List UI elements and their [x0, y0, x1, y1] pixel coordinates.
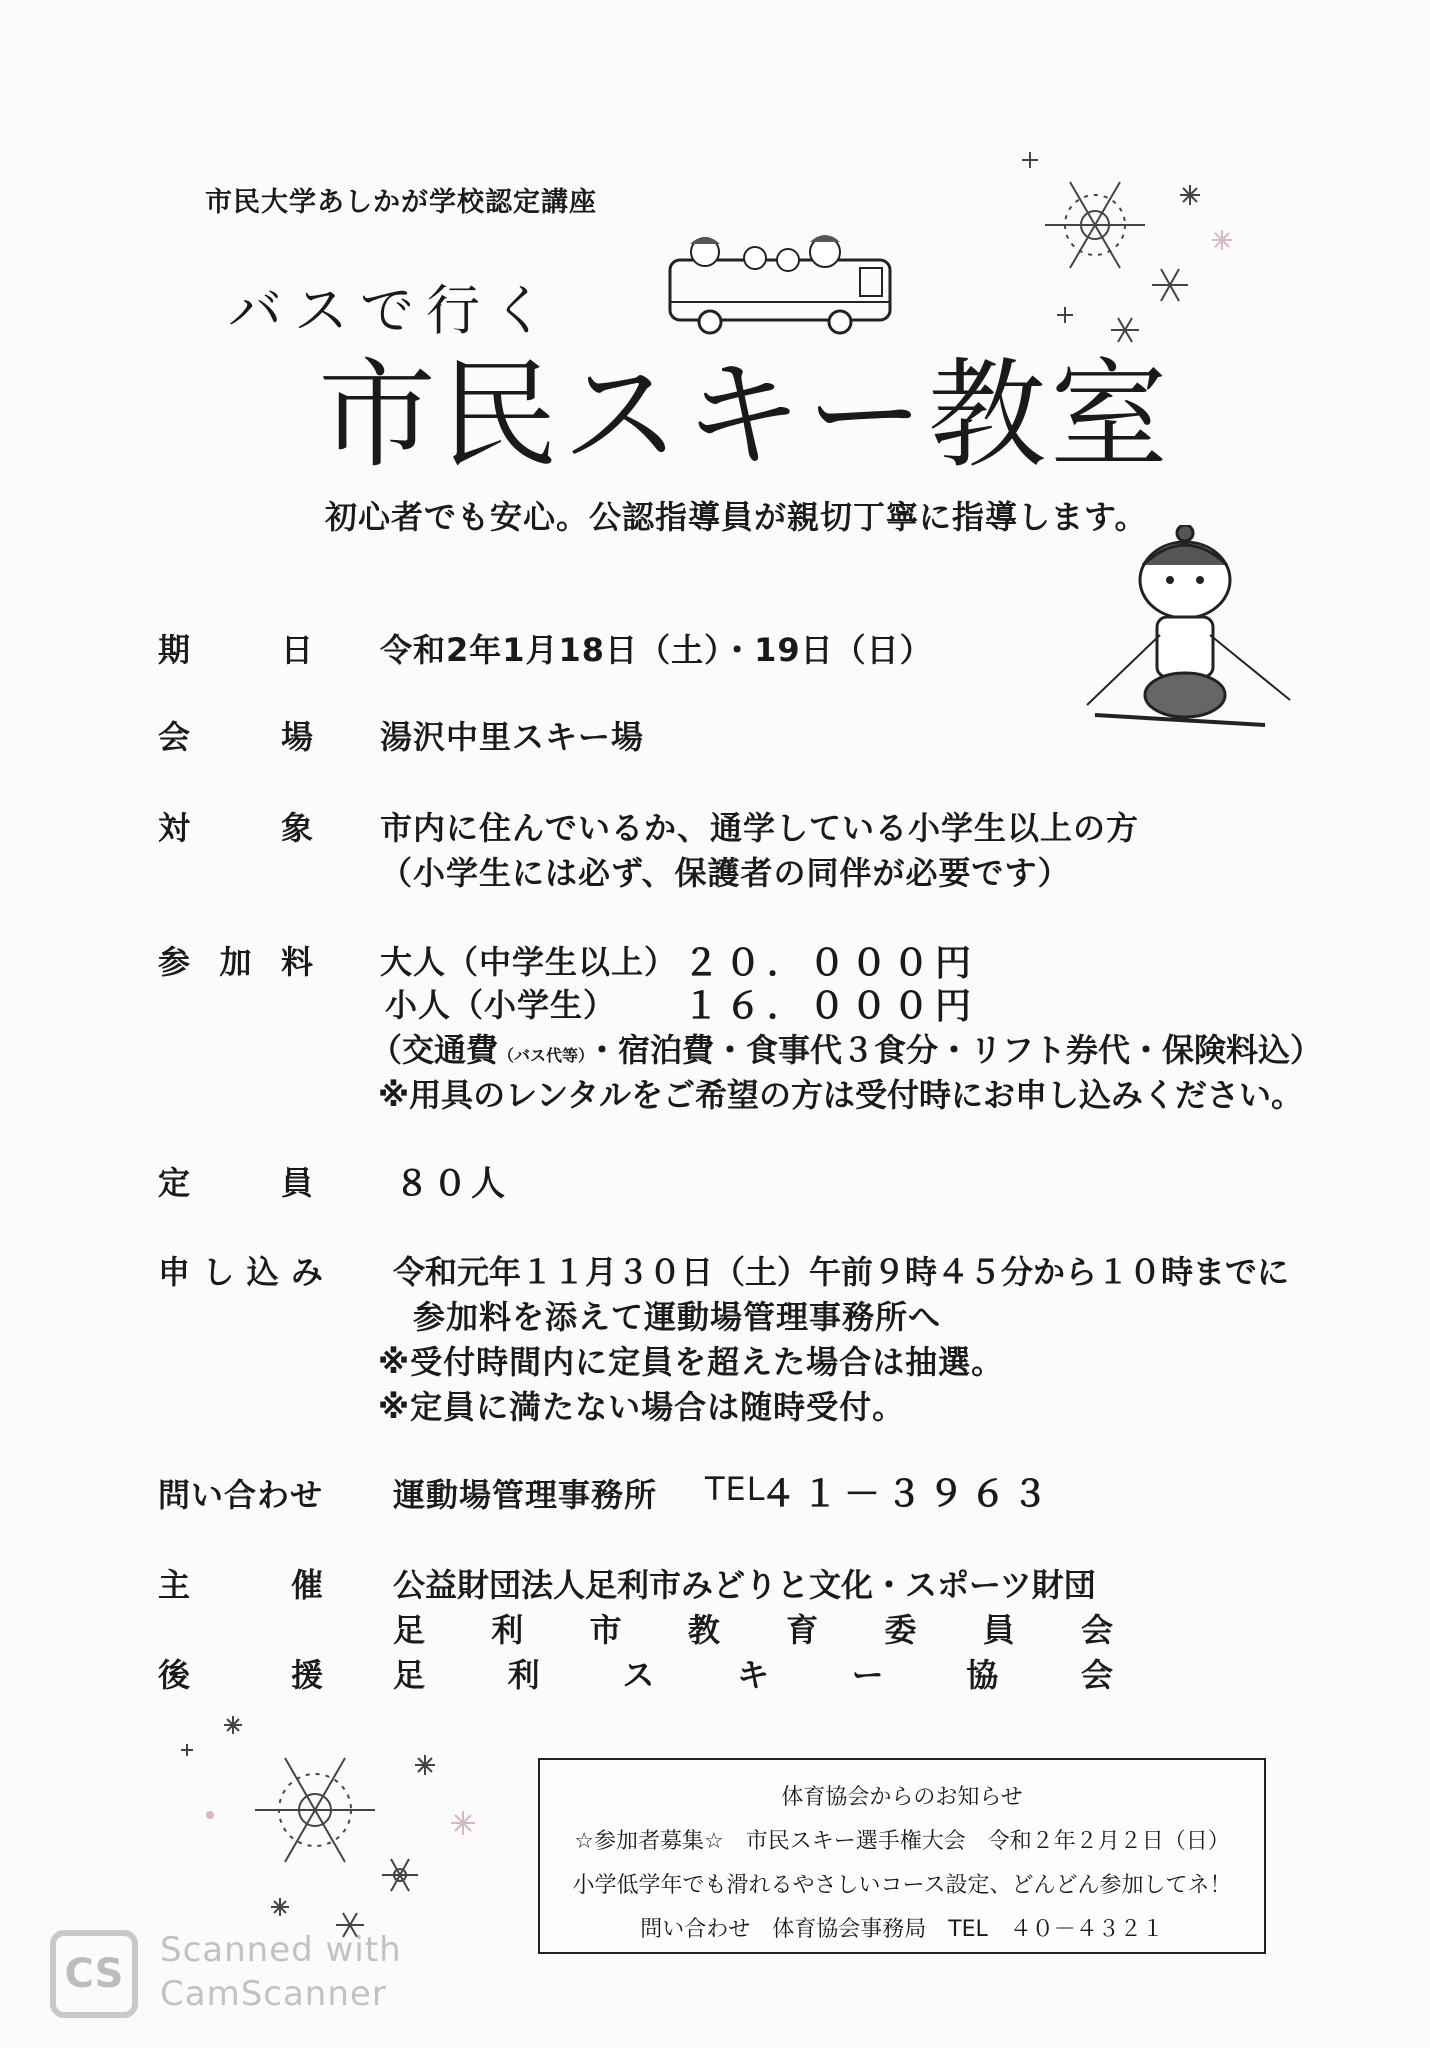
contact-tel-label: TEL	[705, 1470, 766, 1508]
page-title: 市民スキー教室	[318, 346, 1173, 484]
apply-line1: 令和元年１１月３０日（土）午前９時４５分から１０時までに	[393, 1253, 1290, 1291]
contact-label: 問い合わせ	[158, 1476, 324, 1514]
fee-adult-price: ２０．０００円	[683, 943, 978, 984]
contact-tel: ４１－３９６３	[760, 1474, 1055, 1515]
fee-adult-label: 大人（中学生以上）	[380, 943, 678, 981]
subtitle: バスで行く	[228, 279, 558, 342]
snowflake-cluster-top	[1000, 150, 1240, 360]
organizer-label: 主 催	[158, 1566, 323, 1604]
tagline: 初心者でも安心。公認指導員が親切丁寧に指導します。	[325, 498, 1148, 536]
capacity-label: 定 員	[158, 1164, 313, 1202]
target-note: （小学生には必ず、保護者の同伴が必要です）	[380, 854, 1071, 892]
support-label: 後 援	[158, 1656, 323, 1694]
contact-office: 運動場管理事務所	[393, 1476, 658, 1514]
notice-line3: 問い合わせ 体育協会事務局 TEL ４０－４３２１	[640, 1917, 1164, 1942]
notice-title: 体育協会からのお知らせ	[781, 1785, 1023, 1810]
fee-rental-note: ※用具のレンタルをご希望の方は受付時にお申し込みください。	[378, 1076, 1304, 1114]
date-value: 令和2年1月18日（土）・19日（日）	[380, 631, 933, 669]
apply-line4: ※定員に満たない場合は随時受付。	[378, 1388, 906, 1426]
apply-label: 申 し 込 み	[158, 1253, 323, 1291]
notice-line2: 小学低学年でも滑れるやさしいコース設定、どんどん参加してネ！	[572, 1873, 1232, 1898]
target-value: 市内に住んでいるか、通学している小学生以上の方	[380, 809, 1140, 847]
org-label: 市民大学あしかが学校認定講座	[205, 187, 597, 218]
organizer-line1: 公益財団法人足利市みどりと文化・スポーツ財団	[393, 1566, 1096, 1604]
camscanner-logo: CS	[50, 1930, 138, 2018]
apply-line2: 参加料を添えて運動場管理事務所へ	[413, 1298, 942, 1336]
fee-child-label: 小人（小学生）	[385, 986, 617, 1024]
fee-label: 参 加 料	[158, 943, 313, 981]
snowflake-cluster-bottom	[165, 1715, 485, 1945]
target-label: 対 象	[158, 809, 313, 847]
date-label: 期 日	[158, 631, 313, 669]
support-line: 足 利 ス キ ー 協 会	[393, 1656, 1113, 1694]
camscanner-watermark: Scanned with CamScanner	[160, 1930, 402, 2014]
venue-value: 湯沢中里スキー場	[380, 718, 645, 756]
fee-includes: （交通費（バス代等）・宿泊費・食事代３食分・リフト券代・保険料込）	[370, 1031, 1323, 1069]
capacity-value: ８０人	[395, 1164, 509, 1204]
notice-box	[538, 1758, 1266, 1954]
notice-line1: ☆参加者募集☆ 市民スキー選手権大会 令和２年２月２日（日）	[574, 1829, 1230, 1854]
apply-line3: ※受付時間内に定員を超えた場合は抽選。	[378, 1343, 1005, 1381]
skier-illustration	[1065, 525, 1305, 755]
venue-label: 会 場	[158, 718, 313, 756]
fee-child-price: １６．０００円	[683, 986, 978, 1027]
bus-illustration	[660, 230, 900, 340]
organizer-line2: 足 利 市 教 育 委 員 会	[393, 1611, 1113, 1649]
